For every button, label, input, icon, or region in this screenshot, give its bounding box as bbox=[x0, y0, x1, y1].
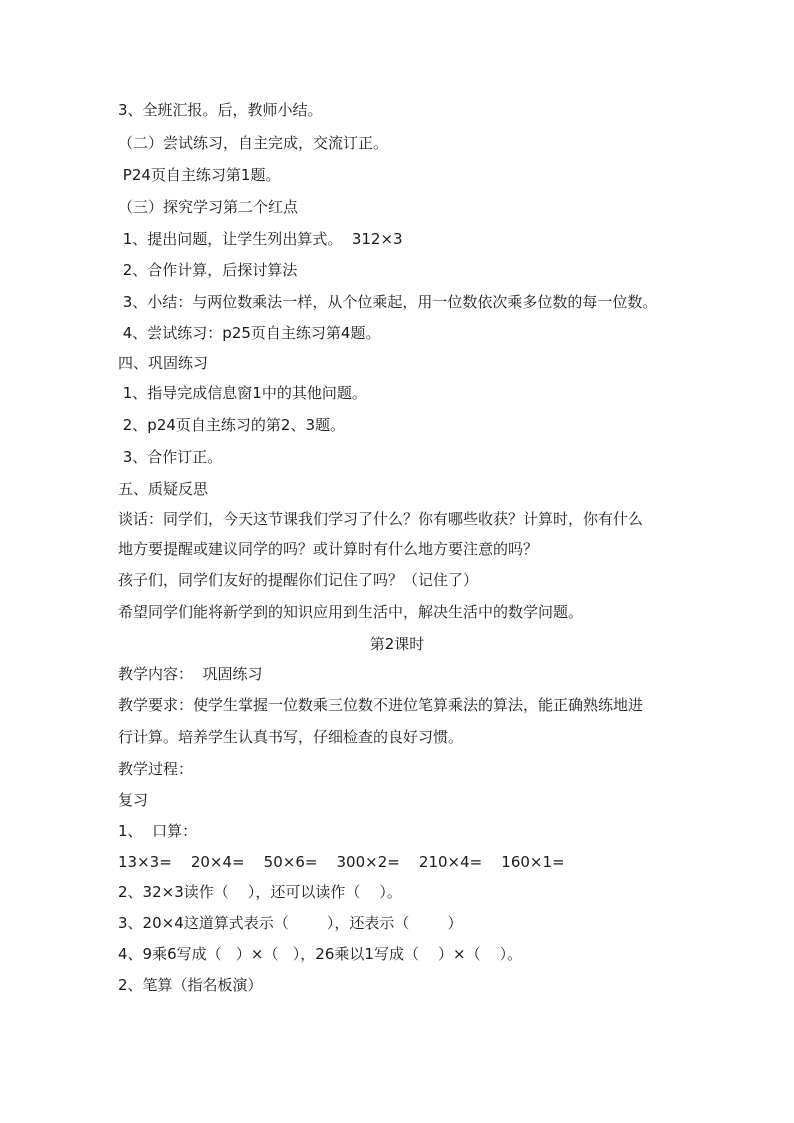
text-line: 3、全班汇报。后，教师小结。 bbox=[118, 101, 323, 119]
text-line: 1、指导完成信息窗1中的其他问题。 bbox=[118, 384, 367, 402]
text-line: 2、笔算（指名板演） bbox=[118, 976, 263, 994]
text-line: 教学内容： 巩固练习 bbox=[118, 665, 263, 683]
lesson-title: 第2课时 bbox=[369, 635, 425, 653]
text-line: 谈话：同学们，今天这节课我们学习了什么？你有哪些收获？计算时，你有什么 bbox=[118, 510, 644, 528]
text-line: 孩子们，同学们友好的提醒你们记住了吗？（记住了） bbox=[118, 571, 479, 589]
text-line: （三）探究学习第二个红点 bbox=[118, 198, 299, 216]
text-line: 地方要提醒或建议同学的吗？或计算时有什么地方要注意的吗？ bbox=[118, 540, 539, 558]
text-line: 13×3= 20×4= 50×6= 300×2= 210×4= 160×1= bbox=[118, 853, 565, 871]
text-line: 3、20×4这道算式表示（ ），还表示（ ） bbox=[118, 914, 463, 932]
text-line: P24页自主练习第1题。 bbox=[118, 166, 281, 184]
text-line: 4、9乘6写成（ ）×（ ），26乘以1写成（ ）×（ ）。 bbox=[118, 945, 523, 963]
text-line: 教学要求：使学生掌握一位数乘三位数不进位笔算乘法的算法，能正确熟练地进 bbox=[118, 696, 644, 714]
text-line: 4、尝试练习：p25页自主练习第4题。 bbox=[118, 324, 381, 342]
text-line: （二）尝试练习，自主完成，交流订正。 bbox=[118, 134, 389, 152]
section-heading: 五、质疑反思 bbox=[118, 480, 209, 498]
text-line: 3、小结：与两位数乘法一样，从个位乘起，用一位数依次乘多位数的每一位数。 bbox=[118, 293, 658, 311]
text-line: 1、提出问题，让学生列出算式。 312×3 bbox=[118, 230, 403, 248]
text-line: 行计算。培养学生认真书写，仔细检查的良好习惯。 bbox=[118, 728, 464, 746]
text-line: 希望同学们能将新学到的知识应用到生活中，解决生活中的数学问题。 bbox=[118, 603, 584, 621]
text-line: 2、p24页自主练习的第2、3题。 bbox=[118, 416, 346, 434]
text-line: 2、32×3读作（ ），还可以读作（ ）。 bbox=[118, 883, 402, 901]
section-heading: 复习 bbox=[118, 791, 149, 809]
text-line: 3、合作订正。 bbox=[118, 448, 223, 466]
text-line: 1、 口算： bbox=[118, 822, 198, 840]
text-line: 教学过程： bbox=[118, 760, 194, 778]
section-heading: 四、巩固练习 bbox=[118, 354, 209, 372]
text-line: 2、合作计算，后探讨算法 bbox=[118, 261, 298, 279]
